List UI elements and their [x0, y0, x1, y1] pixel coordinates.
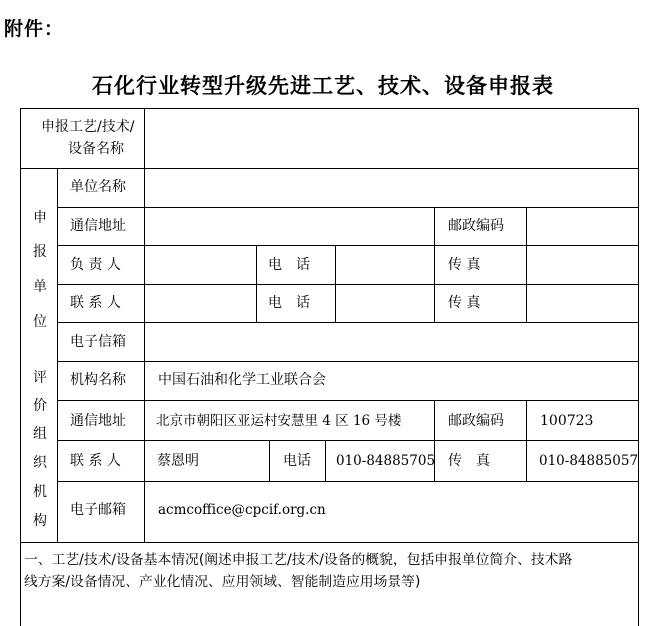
org-phone-value: 010-84885705 [336, 453, 436, 469]
email-label: 电子信箱 [70, 334, 126, 350]
fax-label: 传 真 [448, 257, 481, 273]
attachment-label: 附件： [4, 18, 65, 40]
org-postcode-value: 100723 [540, 413, 594, 429]
section1-description-line2: 线方案/设备情况、产业化情况、应用领域、智能制造应用场景等) [24, 574, 421, 590]
leader-field[interactable] [146, 247, 255, 283]
org-fax-value: 010-84885057 [539, 453, 639, 469]
phone-field-2[interactable] [337, 286, 433, 321]
contact-field[interactable] [146, 286, 255, 321]
fax-label-2: 传 真 [448, 295, 481, 311]
org-email-label: 电子邮箱 [70, 502, 126, 518]
phone-label: 电 话 [268, 257, 310, 273]
item-name-label: 申报工艺/技术/ [41, 119, 135, 135]
org-name-label: 机构名称 [70, 372, 126, 388]
org-contact-value: 蔡恩明 [157, 453, 199, 469]
phone-label-2: 电 话 [268, 295, 310, 311]
org-fax-label: 传 真 [448, 453, 490, 469]
postcode-label: 邮政编码 [448, 218, 504, 234]
org-address-label: 通信地址 [70, 413, 126, 429]
org-email-value: acmcoffice@cpcif.org.cn [158, 502, 326, 518]
item-name-field[interactable] [146, 110, 636, 166]
org-name-value: 中国石油和化学工业联合会 [158, 372, 326, 388]
item-name-label-line2: 设备名称 [68, 141, 124, 157]
unit-name-field[interactable] [146, 170, 636, 206]
address-label: 通信地址 [70, 218, 126, 234]
section1-description-line1: 一、工艺/技术/设备基本情况(阐述申报工艺/技术/设备的概貌，包括申报单位简介、技术路 [24, 552, 573, 568]
unit-name-label: 单位名称 [70, 179, 126, 195]
address-field[interactable] [146, 209, 433, 244]
section1-input-area[interactable] [22, 596, 637, 626]
org-phone-label: 电话 [283, 453, 311, 469]
fax-field-2[interactable] [528, 286, 636, 321]
page-title: 石化行业转型升级先进工艺、技术、设备申报表 [92, 74, 554, 98]
org-address-value: 北京市朝阳区亚运村安慧里 4 区 16 号楼 [156, 413, 402, 429]
phone-field[interactable] [337, 247, 433, 283]
org-postcode-label: 邮政编码 [448, 413, 504, 429]
postcode-field[interactable] [528, 209, 636, 244]
fax-field[interactable] [528, 247, 636, 283]
email-field[interactable] [146, 324, 636, 360]
org-contact-label: 联 系 人 [70, 453, 121, 469]
leader-label: 负 责 人 [70, 257, 121, 273]
contact-label: 联 系 人 [70, 295, 121, 311]
